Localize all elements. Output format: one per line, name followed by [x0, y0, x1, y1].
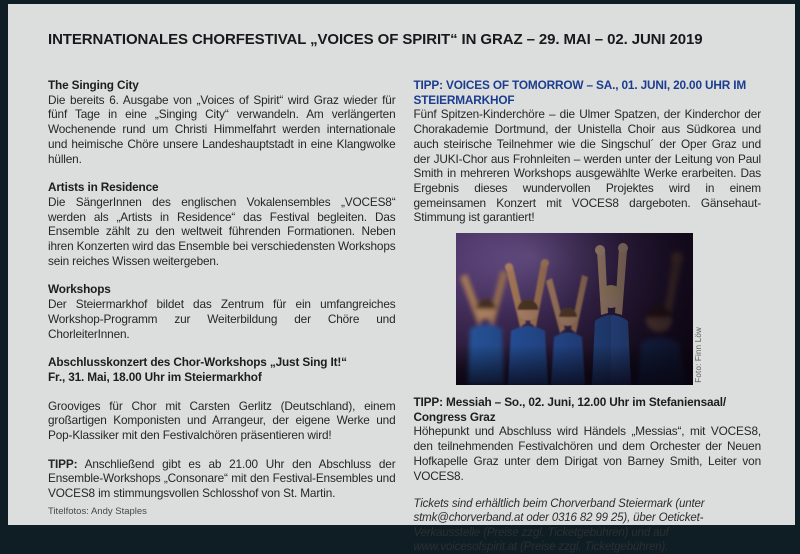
voices-of-tomorrow-paragraph: Fünf Spitzen-Kinderchöre – die Ulmer Spatzen, der Kinderchor der Chorakademie Dortmund, der Unistella Choir aus Südkorea und auch steirische Teilnehmer wie die Singschul´ der Oper Graz und der JUKI-Chor aus Frohnleiten – werden unter der Leitung von Paul Smith in mehreren Workshops ausgewählte Werke erarbeiten. Das Ergebnis dieses wundervollen Projektes wird in einem gemeinsamen Konzert mit VOCES8 dargeboten. Gänsehaut-Stimmung ist garantiert! [413, 107, 761, 225]
messiah-heading-line2: Congress Graz [413, 409, 496, 424]
tipp-consonare-paragraph [48, 457, 396, 501]
children-choir-photo-container [456, 233, 703, 385]
singing-city-heading: The Singing City [48, 78, 139, 92]
abschlusskonzert-paragraph: Grooviges für Chor mit Carsten Gerlitz (Deutschland), einem großartigen Komponisten und Arrangeur, der eigene Werke und Pop-Klassiker mit den Festivalchören präsentieren wird! [48, 398, 396, 443]
children-choir-photo [456, 233, 693, 385]
tickets-note: Tickets sind erhältlich beim Chorverband Steiermark (unter stmk@chorverband.at oder 0316 82 99 25), über Oeticket-Verkausstelle (Preise zzgl. Ticketgebühren) und auf www.voicesofspirit.at (Preise zzgl. Ticketgebühren). [413, 498, 705, 553]
photo-credit: Foto: Finn Löw [693, 327, 703, 384]
artists-paragraph: Die SängerInnen des englischen Vokalensembles „VOCES8“ werden als „Artists in Residence“ das Festival begleiten. Das Ensemble zählt zu den weltweit führenden Formationen. Neben ihren Konzerten wird das Ensemble bei verschiedensten Workshops sein reiches Wissen weitergeben. [48, 194, 396, 268]
messiah-heading-line1: TIPP: Messiah – So., 02. Juni, 12.00 Uhr im Stefaniensaal/ [413, 395, 727, 410]
voices-of-tomorrow-heading [414, 78, 762, 107]
tipp-label: TIPP: [48, 456, 78, 471]
workshops-heading: Workshops [48, 282, 111, 297]
messiah-heading [414, 395, 762, 424]
voices-of-tomorrow-heading-line2: STEIERMARKHOF [413, 92, 515, 107]
messiah-paragraph: Höhepunkt und Abschluss wird Händels „Messias“, mit VOCES8, den teilnehmenden Festivalchören und dem Orchester der Neuen Hofkapelle Graz unter dem Dirigat von Barney Smith, Leiter von VOCES8. [413, 424, 761, 483]
title-photos-credit: Titelfotos: Andy Staples [48, 506, 147, 517]
artists-heading: Artists in Residence [48, 180, 159, 195]
right-column [414, 78, 762, 554]
abschlusskonzert-heading-line2: Fr., 31. Mai, 18.00 Uhr im Steiermarkhof [48, 369, 262, 384]
workshops-paragraph: Der Steiermarkhof bildet das Zentrum für ein umfangreiches Workshop-Programm zur Weiterbildung der Chöre und ChorleiterInnen. [48, 297, 396, 341]
singing-city-paragraph: Die bereits 6. Ausgabe von „Voices of Spirit“ wird Graz wieder für fünf Tage in eine „Singing City“ verwandeln. Am verlängerten Wochenende rund um Christi Himmelfahrt werden internationale und heimische Chöre unsere Landeshauptstadt in eine Klangwolke hüllen. [48, 92, 396, 166]
abschlusskonzert-heading [48, 355, 396, 384]
left-column [48, 78, 396, 554]
page-title: INTERNATIONALES CHORFESTIVAL „VOICES OF SPIRIT“ IN GRAZ – 29. MAI – 02. JUNI 2019 [48, 31, 703, 48]
content-columns [48, 78, 761, 554]
voices-of-tomorrow-heading-line1: TIPP: VOICES OF TOMORROW – SA., 01. JUNI, 20.00 UHR IM [413, 78, 747, 92]
abschlusskonzert-heading-line1: Abschlusskonzert des Chor-Workshops „Just Sing It!“ [48, 355, 347, 370]
tipp-text: Anschließend gibt es ab 21.00 Uhr den Abschluss der Ensemble-Workshops „Consonare“ mit den Festival-Ensembles und VOCES8 im stimmungsvollen Schlosshof von St. Martin. [48, 456, 396, 501]
